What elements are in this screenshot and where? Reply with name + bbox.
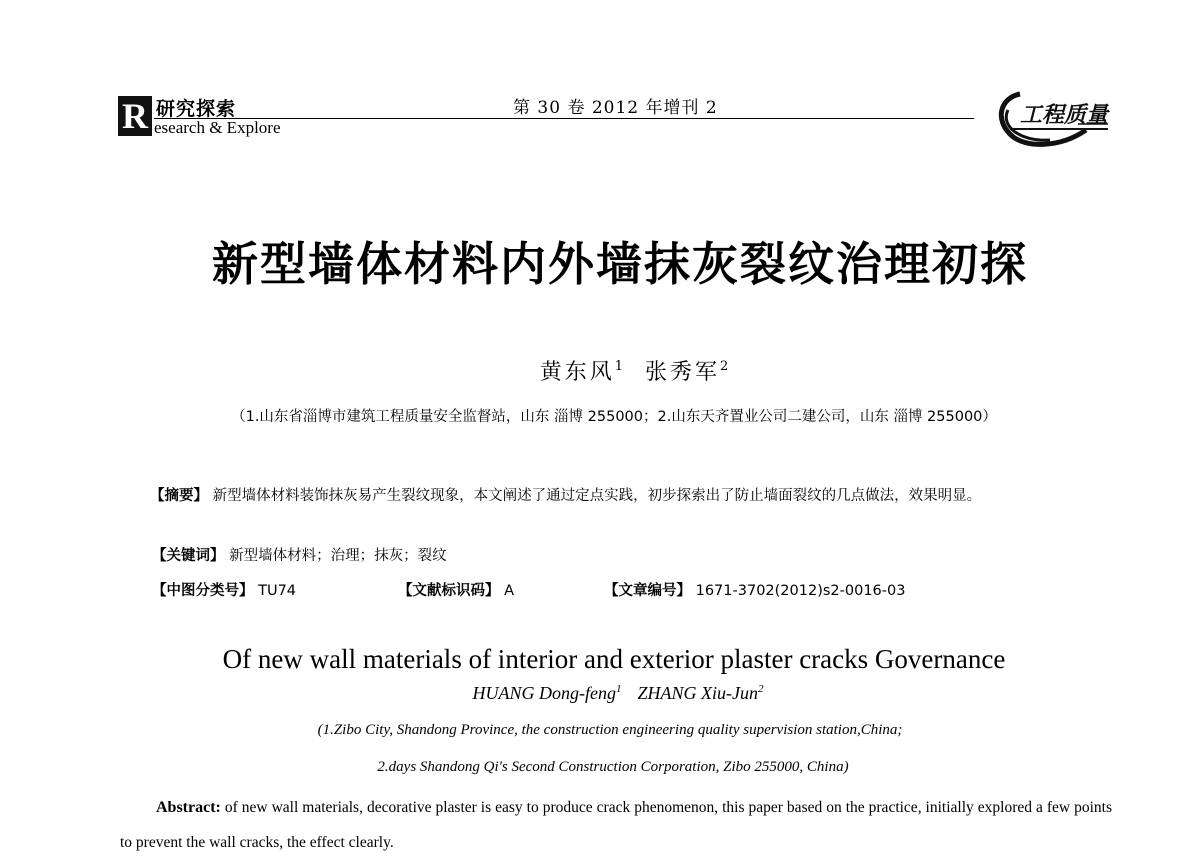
author-affil-marker: 2: [720, 359, 729, 374]
classification-number: [152, 579, 296, 600]
authors-cn: [0, 355, 1200, 386]
keywords-cn-label: 【关键词】: [152, 548, 225, 564]
abstract-cn-body: 新型墙体材料装饰抹灰易产生裂纹现象，本文阐述了通过定点实践，初步探索出了防止墙面裂纹的几点做法，效果明显。: [212, 488, 982, 504]
paper-title-en: Of new wall materials of interior and exterior plaster cracks Governance: [222, 644, 1006, 674]
abstract-en: [120, 790, 1112, 860]
affiliation-en-line-2: 2.days Shandong Qi's Second Construction Corporation, Zibo 255000, China): [377, 759, 849, 775]
classification-label: 【中图分类号】: [152, 583, 254, 599]
keywords-cn-body: 新型墙体材料；治理；抹灰；裂纹: [229, 548, 447, 564]
brand-logo-text: 工程质量: [1020, 103, 1109, 128]
author-affil-marker: 1: [614, 359, 623, 374]
author-affil-marker-en: 2: [757, 683, 764, 695]
brand-logo: [990, 88, 1112, 150]
article-no-label: 【文章编号】: [604, 583, 691, 599]
section-title-cn: 研究探索: [156, 98, 237, 120]
author-name-en: ZHANG Xiu-Jun: [637, 683, 758, 703]
author-name: 张秀军: [645, 360, 721, 385]
affiliation-cn: （1.山东省淄博市建筑工程质量安全监督站，山东 淄博 255000；2.山东天齐置业公司二建公司，山东 淄博 255000）: [231, 409, 997, 425]
paper-title-cn: 新型墙体材料内外墙抹灰裂纹治理初探: [212, 237, 1028, 291]
doc-code-label: 【文献标识码】: [398, 583, 500, 599]
issue-info: 第 30 卷 2012 年增刊 2: [513, 98, 718, 118]
abstract-en-label: Abstract:: [156, 799, 221, 816]
abstract-cn-label: 【摘要】: [150, 488, 208, 504]
affiliation-en-line-1: (1.Zibo City, Shandong Province, the construction engineering quality supervision station,China;: [317, 722, 903, 738]
author-name: 黄东风: [539, 360, 615, 385]
doc-code-value: A: [504, 583, 515, 599]
section-title-en: esearch & Explore: [154, 118, 281, 137]
author-affil-marker-en: 1: [615, 683, 622, 695]
classification-value: TU74: [258, 583, 297, 599]
author-name-en: HUANG Dong-feng: [472, 683, 616, 703]
article-number: [604, 579, 905, 600]
journal-logo-letter: R: [118, 96, 152, 136]
header-rule: [154, 118, 974, 119]
authors-en: [0, 683, 1200, 704]
abstract-en-body: of new wall materials, decorative plaster is easy to produce crack phenomenon, this paper based on the practice, initially explored a few points to prevent the wall cracks, the effect clearly.: [120, 799, 1112, 851]
abstract-cn: [120, 479, 1115, 514]
keywords-cn: [152, 544, 447, 565]
article-no-value: 1671-3702(2012)s2-0016-03: [695, 583, 906, 599]
document-code: [398, 579, 514, 600]
